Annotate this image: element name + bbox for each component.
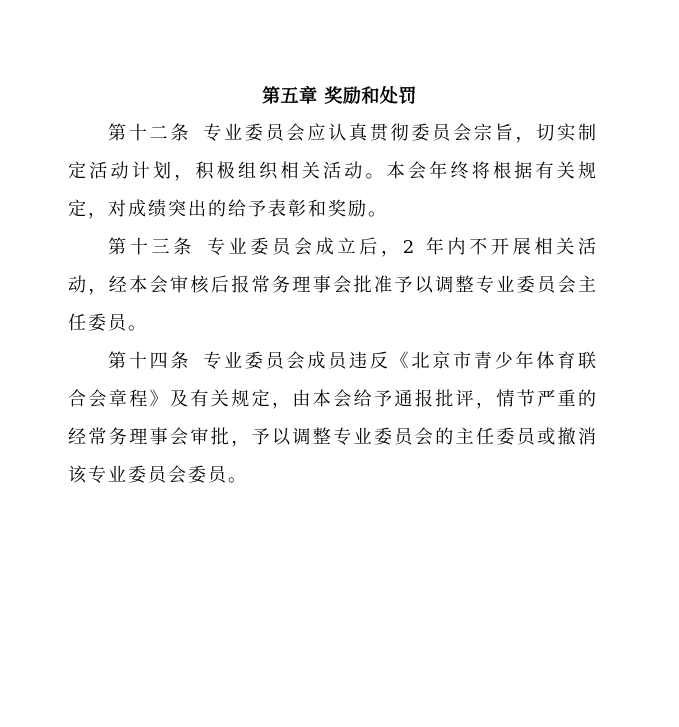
article-text: 专业委员会成立后，2 年内不开展相关活动，经本会审核后报常务理事会批准予以调整专业委员会主任委员。 bbox=[68, 237, 598, 334]
article-text: 专业委员会成员违反《北京市青少年体育联合会章程》及有关规定，由本会给予通报批评，情节严重的经常务理事会审批，予以调整专业委员会的主任委员或撤消该专业委员会委员。 bbox=[68, 351, 599, 486]
article-14 bbox=[68, 343, 598, 495]
article-number: 第十三条 bbox=[108, 237, 196, 258]
article-12 bbox=[68, 115, 598, 229]
article-13 bbox=[68, 229, 598, 343]
article-number: 第十二条 bbox=[108, 123, 192, 144]
article-text: 专业委员会应认真贯彻委员会宗旨，切实制定活动计划，积极组织相关活动。本会年终将根据有关规定，对成绩突出的给予表彰和奖励。 bbox=[68, 123, 599, 220]
article-number: 第十四条 bbox=[108, 351, 192, 372]
chapter-body bbox=[68, 115, 598, 495]
chapter-title: 第五章 奖励和处罚 bbox=[262, 86, 417, 107]
